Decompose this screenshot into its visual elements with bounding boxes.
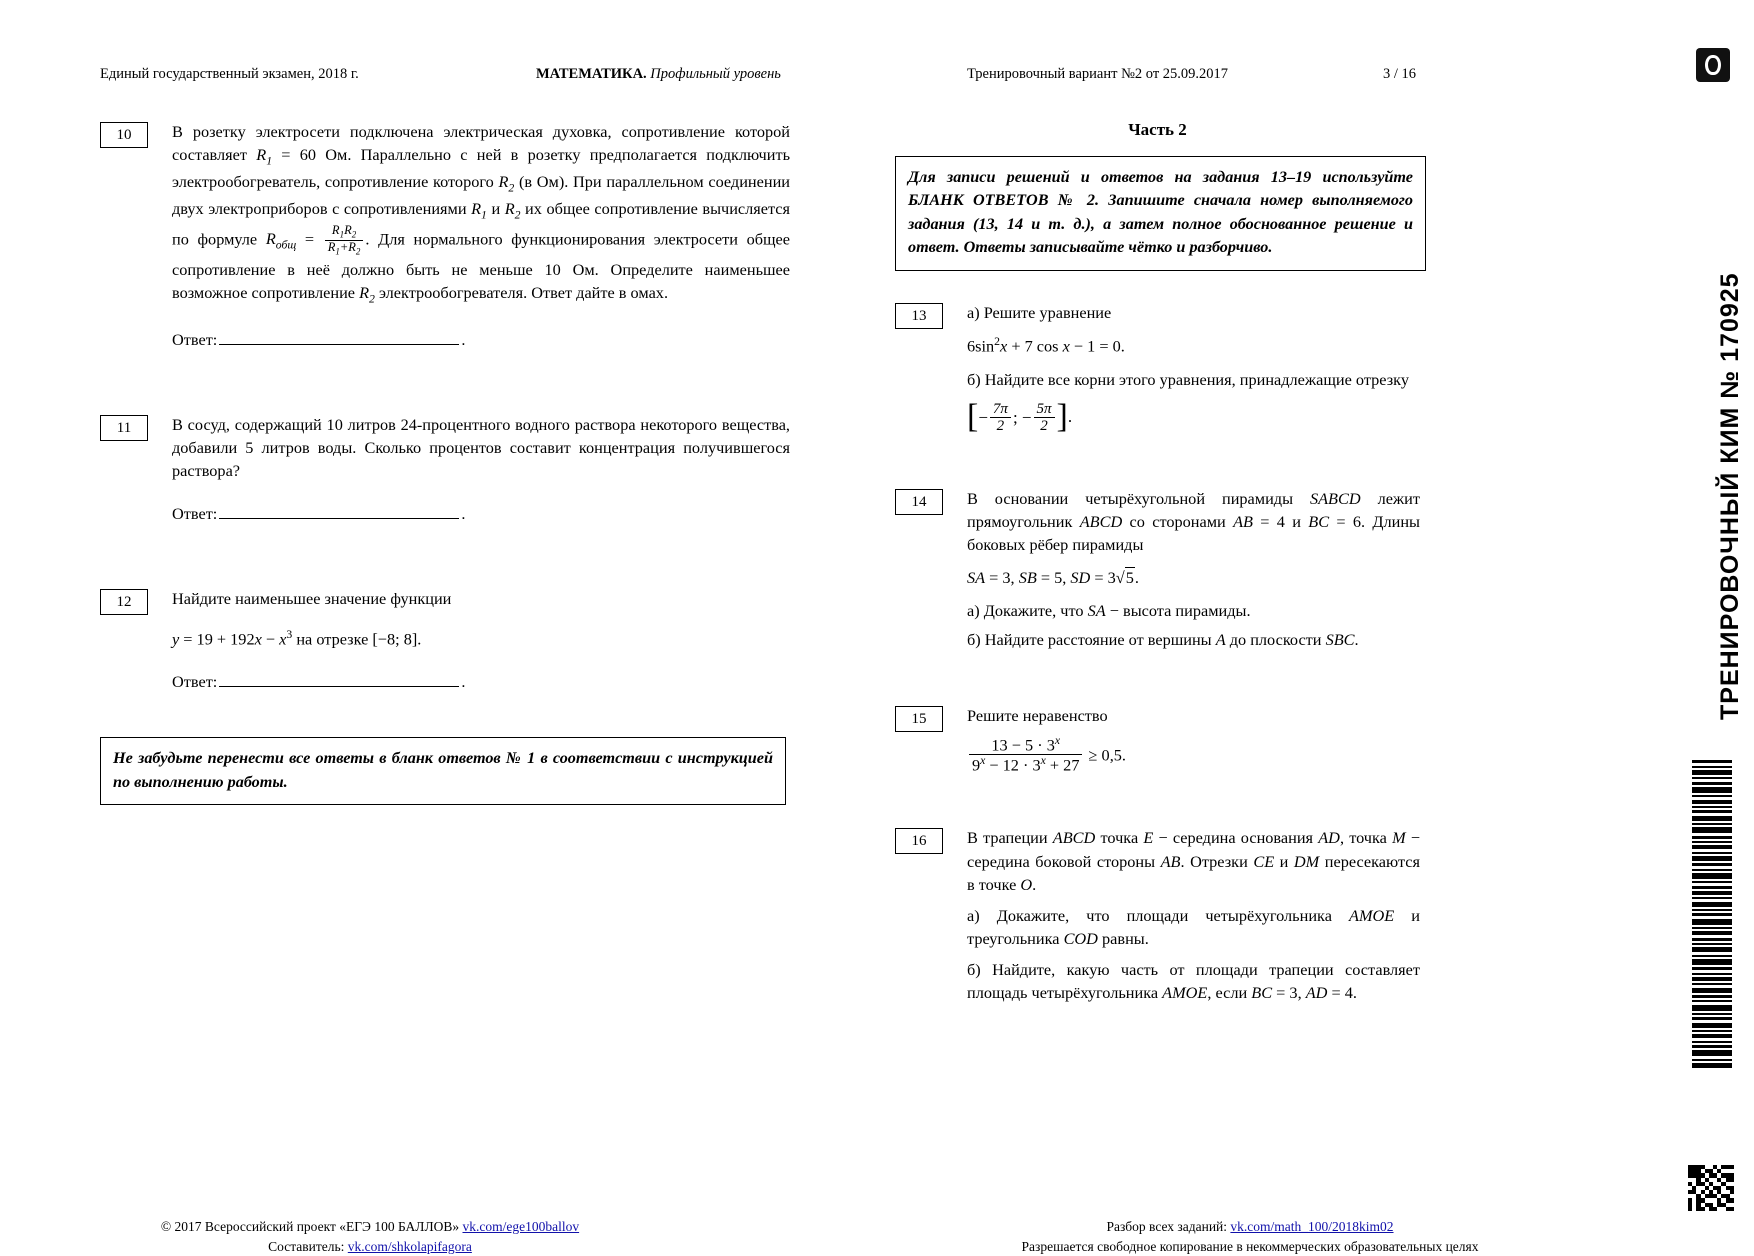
- task-12-formula: $y = 19 + 192x - x^3$ на отрезке [−8; 8].: [172, 627, 422, 648]
- task-12-statement: Найдите наименьшее значение функции: [172, 589, 452, 609]
- task-13-line-a: а) Решите уравнение: [967, 302, 1112, 322]
- header-level: Профильный уровень: [650, 66, 781, 82]
- footer-solutions-label: Разбор всех заданий:: [1106, 1219, 1231, 1234]
- task-number-badge: 10: [100, 122, 148, 148]
- answer-blank[interactable]: [219, 504, 459, 519]
- footer-left-line1: [90, 1217, 650, 1237]
- task-number-badge: 16: [895, 828, 943, 854]
- task-number-badge: 11: [100, 415, 148, 441]
- answer-label: Ответ:: [172, 672, 218, 692]
- resistance-formula-fraction: $\frac{R_1R_2}{R_1+R_2}$: [325, 224, 364, 258]
- task-13-interval: [− $\frac{7\pi}{2}$ ; − $\frac{5\pi}{2}$ ].: [967, 398, 1073, 436]
- task-number-badge: 14: [895, 489, 943, 515]
- task-16-text: В трапеции ABCD точка E − середина основания AD, точка M − середина боковой стороны AB. Отрезки CE и DM пересекаются в точке O. а) Докажите, что площади четырёхугольника AMOE и треугольника COD равны. б) Найдите, какую часть от площади трапеции составляет площадь четырёхугольника AMOE, если BC = 3, AD = 4.: [967, 826, 1420, 1004]
- part-title: Часть 2: [1128, 120, 1187, 139]
- task-13-text: [967, 301, 1420, 435]
- task-10-answer: Ответ: .: [172, 329, 466, 349]
- task-15-inequality: $\frac{13 - 5 \cdot 3^x}{9^x - 12 \cdot 3^x + 27}$ ≥ 0,5.: [967, 735, 1420, 775]
- transfer-answers-note: Не забудьте перенести все ответы в бланк ответов № 1 в соответствии с инструкцией по выполнению работы.: [100, 737, 786, 805]
- task-10: [100, 120, 790, 351]
- task-15-line-1: Решите неравенство: [967, 705, 1108, 725]
- task-11-statement: В сосуд, содержащий 10 литров 24-процентного водного раствора некоторого вещества, добавили 5 литров воды. Сколько процентов составит концентрация получившегося раствора?: [172, 414, 790, 481]
- interval-right-fraction: $\frac{5\pi}{2}$: [1034, 401, 1055, 435]
- vertical-kim-title: ТРЕНИРОВОЧНЫЙ КИМ № 170925: [1716, 272, 1744, 720]
- task-14-line-b: б) Найдите расстояние от вершины A до плоскости SBC.: [967, 630, 1359, 650]
- task-12-text: [172, 587, 790, 693]
- task-16-line-b: б) Найдите, какую часть от площади трапеции составляет площадь четырёхугольника AMOE, если BC = 3, AD = 4.: [967, 960, 1420, 1003]
- task-11-text: [172, 413, 790, 526]
- answer-blank[interactable]: [219, 330, 459, 345]
- footer-left: [90, 1217, 650, 1256]
- barcode: [1692, 760, 1732, 1070]
- header-subject: МАТЕМАТИКА.: [536, 66, 647, 82]
- task-14: [895, 487, 1420, 652]
- task-14-line-a: а) Докажите, что SA − высота пирамиды.: [967, 601, 1251, 621]
- task-11-answer: Ответ: .: [172, 504, 466, 524]
- footer-link-ege100ballov[interactable]: vk.com/ege100ballov: [462, 1219, 580, 1234]
- brand-logo-icon: [1696, 48, 1730, 82]
- answer-label: Ответ:: [172, 504, 218, 524]
- answer-label: Ответ:: [172, 329, 218, 349]
- left-column: [100, 120, 790, 805]
- footer-copyright-text: © 2017 Всероссийский проект «ЕГЭ 100 БАЛЛОВ»: [160, 1219, 463, 1234]
- header-page-number: 3 / 16: [1383, 66, 1417, 82]
- task-number-badge: 13: [895, 303, 943, 329]
- footer-author-label: Составитель:: [268, 1238, 348, 1254]
- task-14-text: В основании четырёхугольной пирамиды SABCD лежит прямоугольник ABCD со сторонами AB = 4 и BC = 6. Длины боковых рёбер пирамиды SA = 3, SB = 5, SD = 3√5. а) Докажите, что SA − высота пирамиды. б) Найдите расстояние от вершины A до плоскости SBC.: [967, 487, 1420, 652]
- header-variant: Тренировочный вариант №2 от 25.09.2017: [967, 66, 1229, 82]
- footer-left-line2: [90, 1237, 650, 1256]
- task-13-line-b: б) Найдите все корни этого уравнения, принадлежащие отрезку: [967, 369, 1409, 389]
- footer-right-line2: Разрешается свободное копирование в некоммерческих образовательных целях: [1021, 1238, 1479, 1254]
- task-16-line-a: а) Докажите, что площади четырёхугольника AMOE и треугольника COD равны.: [967, 905, 1420, 949]
- footer-right-line1: [900, 1217, 1600, 1237]
- header-left: Единый государственный экзамен, 2018 г.: [100, 66, 359, 82]
- answer-blank[interactable]: [219, 672, 459, 687]
- task-12: [100, 587, 790, 693]
- qr-code: [1688, 1165, 1734, 1211]
- task-10-text: В розетку электросети подключена электрическая духовка, сопротивление которой составляет $R_1 = 60$ Ом. Параллельно с ней в розетку предполагается подключить электрообогреватель, сопротивление которого $R_2$ (в Ом). При параллельном соединении двух электроприборов с сопротивлениями $R_1$ и $R_2$ их общее сопротивление вычисляется по формуле $R_{общ}$ = $\frac{R_1R_2}{R_1+R_2}$ . Для нормального функционирования электросети общее сопротивление в неё должно быть не меньше 10 Ом. Определите наименьшее возможное сопротивление $R_2$ электрообогревателя. Ответ дайте в омах. Ответ: .: [172, 120, 790, 351]
- right-column: [895, 120, 1420, 1026]
- task-11: [100, 413, 790, 526]
- footer-link-math100[interactable]: vk.com/math_100/2018kim02: [1230, 1219, 1394, 1234]
- side-strip: [1634, 0, 1754, 1239]
- task-16: [895, 826, 1420, 1004]
- task-number-badge: 12: [100, 589, 148, 615]
- task-12-answer: Ответ: .: [172, 672, 466, 692]
- part2-instruction-box: Для записи решений и ответов на задания 13–19 используйте БЛАНК ОТВЕТОВ № 2. Запишите сначала номер выполняемого задания (13, 14 и т. д.), а затем полное обоснованное решение и ответ. Ответы записывайте чётко и разборчиво.: [895, 156, 1426, 271]
- task-14-edges: SA = 3, SB = 5, SD = 3√5.: [967, 568, 1139, 588]
- interval-left-fraction: $\frac{7\pi}{2}$: [990, 401, 1011, 435]
- task-15-text: [967, 704, 1420, 775]
- footer-link-shkolapifagora[interactable]: vk.com/shkolapifagora: [347, 1238, 472, 1254]
- footer-right: [900, 1217, 1600, 1256]
- header-center: [536, 66, 781, 83]
- task-number-badge: 15: [895, 706, 943, 732]
- task-13-equation: $6\sin^2x + 7$ cos x − 1 = 0.: [967, 335, 1125, 356]
- task-13: [895, 301, 1420, 435]
- task-15: [895, 704, 1420, 775]
